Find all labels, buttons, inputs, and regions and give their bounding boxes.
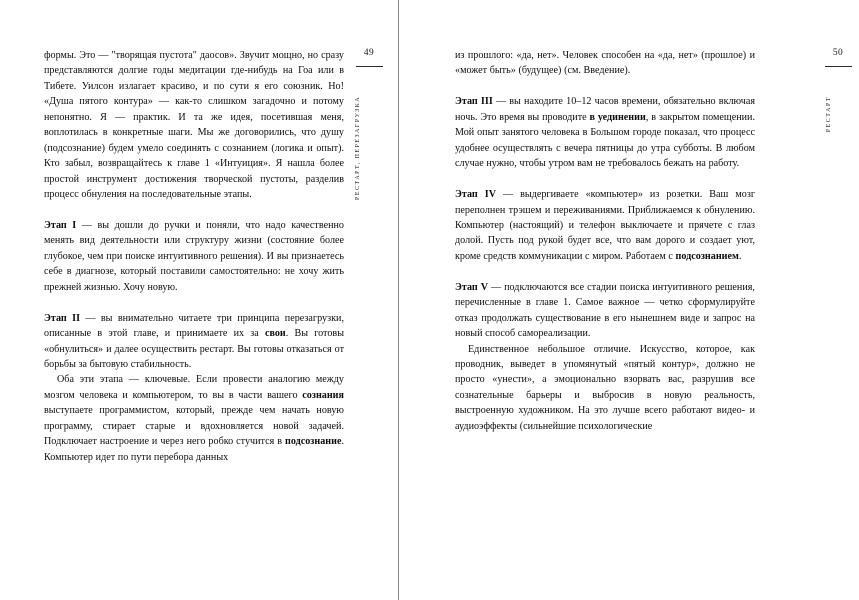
body-text: выступаете программистом, который, прежде чем начать новую программу, стирает старые и вдохновляется новой задачей. Подключает настроение и через него робко стучится в — [44, 405, 344, 448]
body-text: — вы дошли до ручки и поняли, что надо качественно менять вид деятельности или структуру жизни (состояние более глубокое, чем при поиске интуитивного решения). И вы признаетесь себе в диагнозе, который поставили самостоятельно: не хочу жить прежней жизнью. Хочу новую. — [44, 219, 344, 293]
body-text: . Вы готовы «обнулиться» и далее осуществить рестарт. Вы готовы отказаться от борьбы за бытовую стабильность. — [44, 328, 344, 371]
emphasis-text: Этап I — [44, 219, 77, 231]
paragraph — [44, 218, 344, 295]
right-page-number: 50 — [832, 48, 844, 58]
paragraph — [44, 311, 344, 373]
body-text: Оба эти этапа — ключевые. Если провести аналогию между мозгом человека и компьютером, то вы в части вашего — [44, 374, 344, 401]
body-text: — вы находите 10–12 часов времени, обязательно включая ночь. Это время вы проводите — [455, 96, 755, 123]
paragraph — [44, 372, 344, 465]
body-text: — подключаются все стадии поиска интуитивного решения, перечисленные в главе 1. Самое важное — четко сформулируйте отказ продолжать существование в его нынешнем виде и запрос на новый способ самореализации. — [455, 281, 755, 340]
right-page — [399, 0, 844, 600]
left-page — [0, 0, 398, 600]
paragraph — [455, 48, 755, 79]
emphasis-text: Этап II — [44, 312, 81, 324]
paragraph — [455, 187, 755, 264]
body-text: — выдергиваете «компьютер» из розетки. Ваш мозг переполнен трэшем и переживаниями. Приближаемся к обнулению. Компьютер (настоящий) и телефон выключаете и прячете с глаз долой. Пусть под рукой будет все, что вам дорого и создает уют, кроме средств коммуникации с миром. Работаем с — [455, 189, 755, 262]
emphasis-text: в уединении — [589, 111, 646, 123]
right-text-column — [455, 48, 755, 434]
emphasis-text: подсознанием — [675, 250, 739, 262]
right-page-folio — [817, 48, 859, 67]
body-text: формы. Это — "творящая пустота" даосов». Звучит мощно, но сразу представляются долгие годы медитации где-нибудь на Гоа или в Тибете. Уилсон излагает красиво, и по сути я его союзник. Но! «Душа пятого контура» — как-то слишком загадочно и потому непонятно. Я — практик. И та же идея, посетившая меня, воплотилась в конкретные шаги. Мы же договорились, что душу (подсознание) будем умело соединять с сознанием (логика и опыт). Кто забыл, возвращайтесь к главе 1 «Интуиция». Я нашла более простой инструмент достижения творческой пустоты, разделив процесс обнуления на последовательные этапы. — [44, 50, 344, 201]
right-folio-rule — [825, 66, 852, 67]
paragraph — [44, 48, 344, 203]
left-text-column — [44, 48, 344, 465]
body-text: . Компьютер идет по пути перебора данных — [44, 436, 344, 463]
paragraph — [455, 280, 755, 342]
emphasis-text: подсознание — [284, 436, 342, 448]
body-text: , в закрытом помещении. Мой опыт занятого человека в Большом городе показал, что процесс удобнее осуществлять с вечера пятницы до утра субботы. В любом случае нужно, чтобы утром вам не требовалось бежать на работу. — [455, 111, 755, 170]
left-folio-rule — [356, 66, 383, 67]
body-text: . — [738, 250, 742, 262]
body-text: из прошлого: «да, нет». Человек способен на «да, нет» (прошлое) и «может быть» (будущее) (см. Введение). — [455, 50, 755, 77]
body-text: — вы внимательно читаете три принципа перезагрузки, описанные в этой главе, и принимаете их за — [44, 312, 344, 340]
emphasis-text: свои — [264, 328, 286, 340]
emphasis-text: Этап V — [455, 281, 489, 293]
left-page-number: 49 — [363, 48, 375, 58]
emphasis-text: сознания — [302, 389, 344, 401]
emphasis-text: Этап III — [455, 96, 493, 108]
left-page-folio — [348, 48, 390, 67]
right-running-head: РЕСТАРТ — [826, 96, 832, 133]
body-text: Единственное небольшое отличие. Искусство, которое, как проводник, выведет в упомянутый «пятый контур», должно не просто «унести», а эмоционально взорвать вас, разрушив все сознательные барьеры и выбросив в новую реальность, выстроенную художником. На это лучше всего работают видео- и аудиоэффекты (сильнейшие психологические — [455, 343, 755, 432]
paragraph — [455, 94, 755, 171]
emphasis-text: Этап IV — [455, 189, 496, 201]
paragraph — [455, 342, 755, 435]
left-running-head: РЕСТАРТ, ПЕРЕЗАГРУЗКА — [355, 96, 361, 200]
